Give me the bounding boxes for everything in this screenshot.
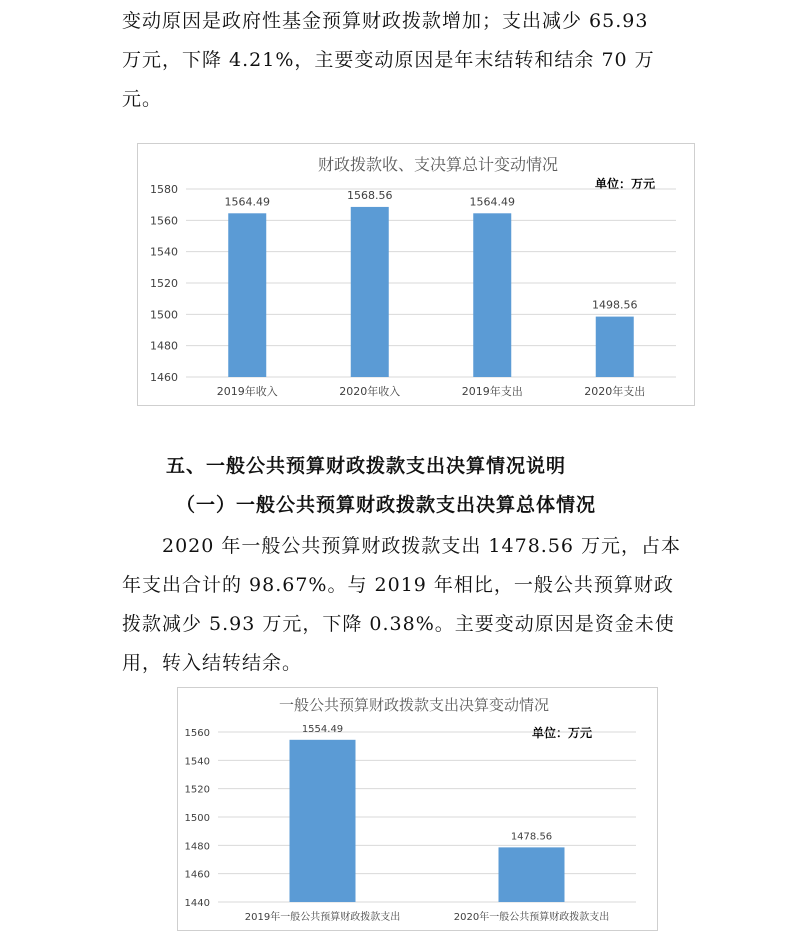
x-tick-label: 2019年支出 <box>461 385 523 398</box>
bar <box>596 317 634 377</box>
subsection-heading: （一）一般公共预算财政拨款支出决算总体情况 <box>176 494 597 516</box>
section-heading: 五、一般公共预算财政拨款支出决算情况说明 <box>166 455 567 477</box>
y-tick-label: 1540 <box>184 756 210 768</box>
bar <box>228 213 266 377</box>
y-tick-label: 1580 <box>150 183 178 196</box>
x-tick-label: 2020年收入 <box>339 385 401 398</box>
intro-line-3: 元。 <box>122 88 163 110</box>
data-label: 1554.49 <box>301 723 344 735</box>
intro-paragraph <box>122 2 655 119</box>
y-tick-label: 1480 <box>184 841 210 853</box>
body-line-2: 年支出合计的 98.67%。与 2019 年相比，一般公共预算财政 <box>122 574 674 596</box>
data-label: 1568.56 <box>347 188 393 202</box>
y-tick-label: 1540 <box>150 245 178 259</box>
chart-general-budget-expense <box>177 687 658 931</box>
bar <box>473 213 511 377</box>
chart-1-svg <box>138 144 694 405</box>
chart-title: 财政拨款收、支决算总计变动情况 <box>317 155 559 174</box>
x-tick-label: 2020年支出 <box>584 385 646 398</box>
y-tick-label: 1460 <box>150 371 178 384</box>
data-label: 1498.56 <box>592 298 638 312</box>
body-paragraph <box>122 527 681 683</box>
data-label: 1564.49 <box>224 195 270 209</box>
data-label: 1564.49 <box>469 195 515 209</box>
y-tick-label: 1460 <box>184 869 210 881</box>
unit-note: 单位：万元 <box>594 177 656 191</box>
data-label: 1478.56 <box>510 831 553 843</box>
y-tick-label: 1500 <box>184 813 210 824</box>
body-line-4: 用，转入结转结余。 <box>122 652 303 674</box>
bar <box>499 847 565 902</box>
unit-note: 单位：万元 <box>531 726 593 740</box>
x-tick-label: 2019年收入 <box>216 385 278 398</box>
x-tick-label: 2020年一般公共预算财政拨款支出 <box>453 912 610 923</box>
bar <box>351 207 389 377</box>
bar <box>290 740 356 902</box>
y-tick-label: 1560 <box>184 728 210 739</box>
chart-income-expense-total <box>137 143 695 406</box>
body-line-3: 拨款减少 5.93 万元，下降 0.38%。主要变动原因是资金未使 <box>122 613 675 635</box>
intro-line-2: 万元，下降 4.21%，主要变动原因是年末结转和结余 70 万 <box>122 49 655 71</box>
y-tick-label: 1520 <box>150 277 178 290</box>
chart-2-svg <box>178 688 657 930</box>
y-tick-label: 1560 <box>150 214 178 228</box>
intro-line-1: 变动原因是政府性基金预算财政拨款增加；支出减少 65.93 <box>122 10 649 32</box>
chart-title: 一般公共预算财政拨款支出决算变动情况 <box>278 696 550 714</box>
body-line-1: 2020 年一般公共预算财政拨款支出 1478.56 万元，占本 <box>162 535 682 557</box>
y-tick-label: 1480 <box>150 339 178 353</box>
y-tick-label: 1440 <box>184 898 210 909</box>
y-tick-label: 1500 <box>150 308 178 322</box>
y-tick-label: 1520 <box>184 784 210 796</box>
x-tick-label: 2019年一般公共预算财政拨款支出 <box>244 912 401 923</box>
